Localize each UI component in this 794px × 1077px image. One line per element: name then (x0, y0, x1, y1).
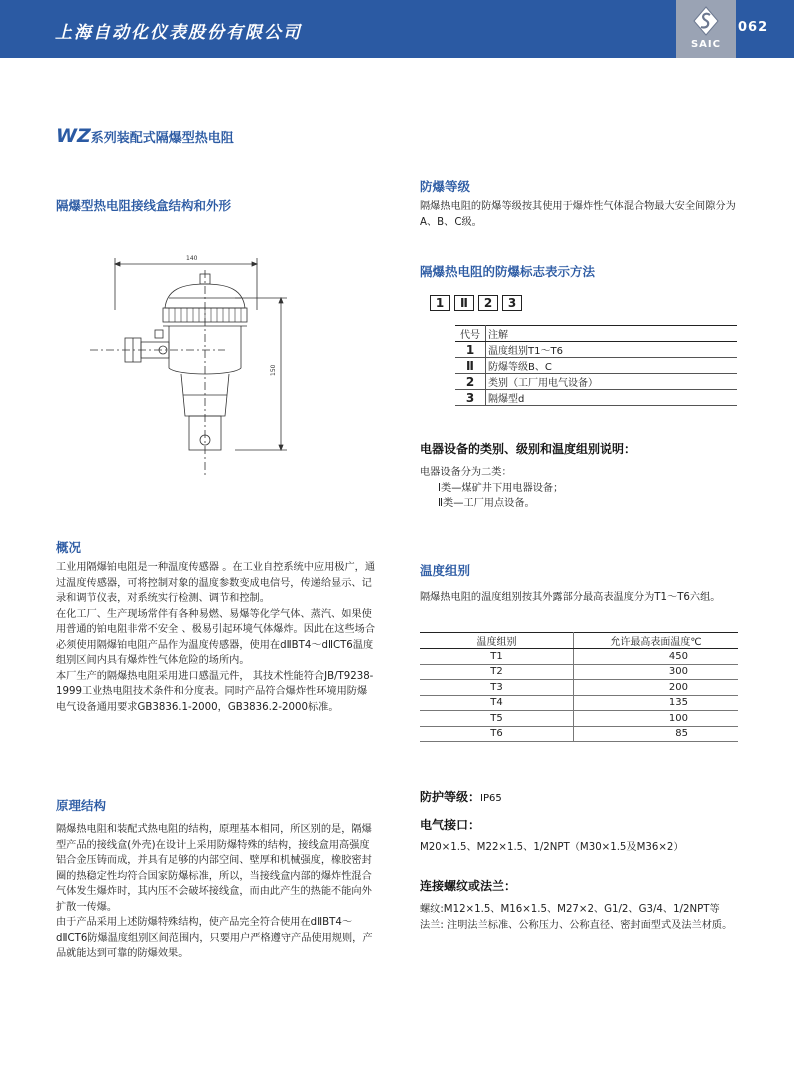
categories-line: Ⅰ类—煤矿井下用电器设备； (438, 482, 564, 494)
temp-value: 100 (574, 711, 739, 727)
row-code: 2 (455, 374, 486, 390)
row-note: 温度组别T1～T6 (486, 342, 738, 358)
thread-line: 法兰: 注明法兰标准、公称压力、公称直径、密封面型式及法兰材质。 (420, 919, 733, 931)
temperature-text: 隔爆热电阻的温度组别按其外露部分最高表温度分为T1～T6六组。 (420, 592, 721, 603)
marking-legend-table (455, 325, 737, 406)
col-temp-header: 允许最高表面温度℃ (574, 633, 739, 649)
temp-group: T3 (420, 680, 574, 696)
protection-label: 防护等级： (420, 790, 481, 804)
marking-code-boxes (430, 295, 526, 314)
header-bar (0, 0, 794, 58)
temp-group: T5 (420, 711, 574, 727)
row-note: 类别（工厂用电气设备） (486, 374, 738, 390)
row-code: 1 (455, 342, 486, 358)
thread-line: 螺纹:M12×1.5、M16×1.5、M27×2、G1/2、G3/4、1/2NPT等 (420, 904, 720, 915)
temp-value: 200 (574, 680, 739, 696)
marking-heading: 隔爆热电阻的防爆标志表示方法 (420, 264, 596, 279)
title-text: 系列装配式隔爆型热电阻 (90, 131, 234, 146)
table-row (455, 358, 737, 374)
categories-text (420, 465, 742, 512)
principle-paragraph: 隔爆热电阻和装配式热电阻的结构，原理基本相同，所区别的是，隔爆型产品的接线盒(外壳)在设计上采用防爆特殊的结构，接线盒用高强度铝合金压铸而成，并具有足够的内部空间、壁厚和机械强度，橡胶密封圈的热稳定性均符合国家防爆标准，所以，当接线盒内部的爆炸性混合气体发生爆炸时，其内压不会破坏接线盒，而由此产生的热能不能向外扩散一传爆。 (56, 824, 372, 913)
code-box: 3 (502, 295, 522, 311)
dim-width-label: 140 (186, 255, 198, 262)
row-code: Ⅱ (455, 358, 486, 374)
dim-height-label: 150 (270, 364, 277, 376)
electrical-heading: 电气接口： (420, 818, 481, 832)
structure-heading: 隔爆型热电阻接线盒结构和外形 (56, 198, 232, 213)
principle-paragraph: 由于产品采用上述防爆特殊结构，使产品完全符合使用在dⅡBT4～dⅡCT6防爆温度组别区间范围内，只要用户严格遵守产品使用规则，产品就能达到可靠的防爆效果。 (56, 917, 373, 959)
table-row (455, 374, 737, 390)
thread-text (420, 902, 742, 933)
code-box: 1 (430, 295, 450, 311)
row-note: 隔爆型d (486, 390, 738, 406)
col-group-header: 温度组别 (420, 633, 574, 649)
page-number: 062 (738, 20, 769, 35)
overview-heading: 概况 (56, 540, 82, 555)
overview-paragraph: 工业用隔爆铂电阻是一种温度传感器 。在工业自控系统中应用极广，通过温度传感器，可将控制对象的温度参数变成电信号，传递给显示、记录和调节仪表，对系统实行检测、调节和控制。 (56, 562, 376, 604)
table-row (420, 680, 738, 696)
principle-text (56, 822, 376, 962)
row-note: 防爆等级B、C (486, 358, 738, 374)
col-note-header: 注解 (486, 326, 738, 342)
temp-value: 300 (574, 664, 739, 680)
categories-heading: 电器设备的类别、级别和温度组别说明： (420, 442, 637, 456)
explosion-grade-text: 隔爆热电阻的防爆等级按其使用于爆炸性气体混合物最大安全间隙分为A、B、C级。 (420, 201, 736, 228)
overview-text (56, 560, 376, 715)
table-row (420, 711, 738, 727)
junction-box-drawing (85, 250, 295, 495)
table-row (455, 390, 737, 406)
temp-value: 135 (574, 695, 739, 711)
temp-group: T1 (420, 649, 574, 665)
row-code: 3 (455, 390, 486, 406)
temp-value: 85 (574, 726, 739, 742)
col-code-header: 代号 (455, 326, 486, 342)
temperature-table (420, 632, 738, 742)
logo-text: SAIC (690, 39, 721, 50)
electrical-text: M20×1.5、M22×1.5、1/2NPT（M30×1.5及M36×2） (420, 842, 684, 853)
table-header-row (455, 326, 737, 342)
temp-group: T6 (420, 726, 574, 742)
thread-heading: 连接螺纹或法兰： (420, 879, 517, 893)
table-row (420, 695, 738, 711)
temp-group: T4 (420, 695, 574, 711)
code-box: 2 (478, 295, 498, 311)
title-prefix: WZ (56, 125, 91, 147)
table-row (455, 342, 737, 358)
page-title (56, 125, 234, 147)
overview-paragraph: 本厂生产的隔爆热电阻采用进口感温元件， 其技术性能符合JB/T9238-1999工业热电阻技术条件和分度表。同时产品符合爆炸性环境用防爆电气设备通用要求GB3836.1-2000，GB3836.2-2000标准。 (56, 670, 374, 713)
table-row (420, 649, 738, 665)
saic-logo-icon (693, 6, 719, 36)
temperature-heading: 温度组别 (420, 563, 471, 578)
temp-group: T2 (420, 664, 574, 680)
explosion-grade-heading: 防爆等级 (420, 179, 471, 194)
overview-paragraph: 在化工厂、生产现场常伴有各种易燃、易爆等化学气体、蒸汽、如果使用普通的铂电阻非常不安全 、极易引起环境气体爆炸。因此在这些场合必须使用隔爆铂电阻产品作为温度传感器，使用在dⅡBT4～dⅡCT6温度组别区间内具有爆炸性气体危险的场所内。 (56, 608, 376, 666)
table-row (420, 726, 738, 742)
company-name: 上海自动化仪表股份有限公司 (55, 23, 302, 43)
principle-heading: 原理结构 (56, 798, 107, 813)
code-box: Ⅱ (454, 295, 474, 311)
categories-line: Ⅱ类—工厂用点设备。 (438, 498, 535, 509)
protection-value: IP65 (480, 793, 502, 804)
temp-value: 450 (574, 649, 739, 665)
table-header-row (420, 633, 738, 649)
saic-logo (676, 0, 736, 58)
protection-line (420, 788, 502, 805)
categories-line: 电器设备分为二类： (420, 467, 512, 478)
table-row (420, 664, 738, 680)
